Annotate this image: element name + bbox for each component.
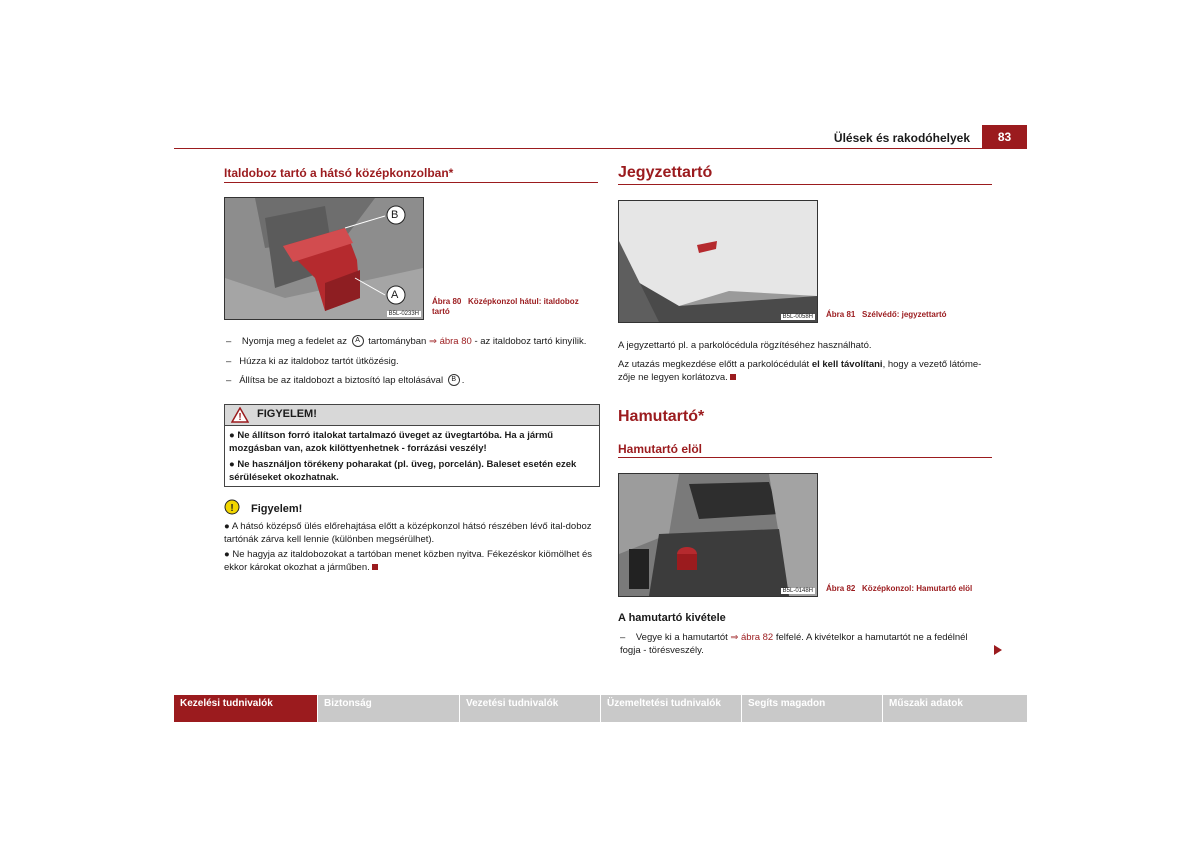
svg-text:!: ! — [238, 412, 242, 423]
figure-82-caption — [826, 584, 972, 594]
continue-arrow-icon[interactable] — [993, 645, 1003, 655]
notes-para-1: A jegyzettartó pl. a parkolócédula rögzítéséhez használható. — [618, 340, 872, 351]
remove-ashtray-heading: A hamutartó kivétele — [618, 612, 726, 624]
end-mark-icon — [372, 564, 378, 570]
arrow-icon: ⇒ — [428, 336, 437, 347]
figure-81-code: B5L-0058H — [782, 314, 813, 320]
nav-tab-operation-info[interactable]: Üzemeltetési tudnivalók — [601, 695, 741, 722]
nav-tab-technical-data[interactable]: Műszaki adatok — [883, 695, 1027, 722]
section-title: Ülések és rakodóhelyek — [833, 131, 970, 145]
warning-item: ● Ne állítson forró italokat tartalmazó üveget az üvegtartóba. Ha a jármű mozgásban van, azok kilöttyenhetnek - forrázási veszély! — [229, 430, 554, 454]
caution-icon — [224, 499, 240, 515]
figure-82-code: B5L-0148H — [782, 588, 813, 594]
figure-81-caption — [826, 310, 947, 320]
notes-holder-heading: Jegyzettartó — [618, 164, 713, 181]
figure-81-image — [618, 200, 818, 323]
figure-80-code: B5L-0233H — [388, 311, 419, 317]
nav-tab-self-help[interactable]: Segíts magadon — [742, 695, 882, 722]
nav-tab-safety[interactable]: Biztonság — [318, 695, 459, 722]
notes-para-2: Az utazás megkezdése előtt a parkolócédulát el kell távolítani, hogy a vezető látóme-zője ne legyen korlátozva. — [618, 359, 982, 383]
warning-body — [225, 426, 599, 487]
figure-80-image — [224, 197, 424, 320]
figure-82-image — [618, 473, 818, 597]
notes-holder-rule — [618, 184, 992, 185]
figure-80-caption — [432, 297, 597, 317]
figure-80-caption-text: Középkonzol hátul: italdoboz tartó — [432, 297, 579, 316]
warning-triangle-icon — [231, 407, 249, 423]
figure-80-label-a: A — [391, 289, 399, 301]
figure-80-link[interactable]: ábra 80 — [439, 336, 472, 347]
step-1: – Nyomja meg a fedelet az A tartományban ⇒ ábra 80 - az italdoboz tartó kinyílik. — [226, 336, 587, 347]
svg-text:!: ! — [230, 503, 234, 514]
remove-ashtray-step: – Vegye ki a hamutartót ⇒ ábra 82 felfelé. A kivételkor a hamutartót ne a fedélnél fogja - törésveszély. — [620, 632, 968, 656]
step-2: – Húzza ki az italdoboz tartót ütközésig. — [226, 356, 399, 367]
figure-82-caption-text: Középkonzol: Hamutartó elöl — [862, 584, 973, 593]
key-b-icon: B — [448, 374, 460, 386]
caution-item: ● A hátsó középső ülés előrehajtása előtt a középkonzol hátsó részében lévő ital-doboz tartónák zárva kell lennie (különben megsérülhet). — [224, 521, 592, 545]
warning-item: ● Ne használjon törékeny poharakat (pl. üveg, porcelán). Baleset esetén ezek sérüléseket okozhatnak. — [229, 459, 577, 483]
caution-body — [224, 520, 596, 574]
warning-box — [224, 404, 600, 487]
nav-tab-driving-info[interactable]: Vezetési tudnivalók — [460, 695, 600, 722]
figure-81-number: Ábra 81 — [826, 310, 856, 319]
warning-header — [225, 405, 599, 426]
arrow-icon: ⇒ — [730, 632, 739, 643]
front-ashtray-heading: Hamutartó elöl — [618, 442, 703, 456]
page-number: 83 — [982, 125, 1027, 149]
key-a-icon: A — [352, 335, 364, 347]
figure-81-caption-text: Szélvédő: jegyzettartó — [862, 310, 947, 319]
console-ashtray-illustration — [619, 474, 817, 596]
header-rule — [174, 148, 1027, 149]
step-3: – Állítsa be az italdobozt a biztosító lap eltolásával B . — [226, 375, 465, 386]
figure-80-label-b: B — [391, 209, 399, 221]
windshield-illustration — [619, 201, 817, 322]
ashtray-heading: Hamutartó* — [618, 408, 705, 425]
caution-item: ● Ne hagyja az italdobozokat a tartóban menet közben nyitva. Fékezéskor kiömölhet és ekkor károkat okozhat a járműben. — [224, 549, 593, 573]
caution-title: Figyelem! — [251, 503, 303, 515]
cupholder-heading: Italdoboz tartó a hátsó középkonzolban* — [224, 166, 454, 180]
figure-82-link[interactable]: ábra 82 — [741, 632, 774, 643]
nav-tab-operating-info[interactable]: Kezelési tudnivalók — [174, 695, 317, 722]
cupholder-heading-rule — [224, 182, 598, 183]
end-mark-icon — [730, 374, 736, 380]
warning-title: FIGYELEM! — [257, 408, 317, 420]
figure-82-number: Ábra 82 — [826, 584, 856, 593]
front-ashtray-rule — [618, 457, 992, 458]
figure-80-number: Ábra 80 — [432, 297, 462, 306]
